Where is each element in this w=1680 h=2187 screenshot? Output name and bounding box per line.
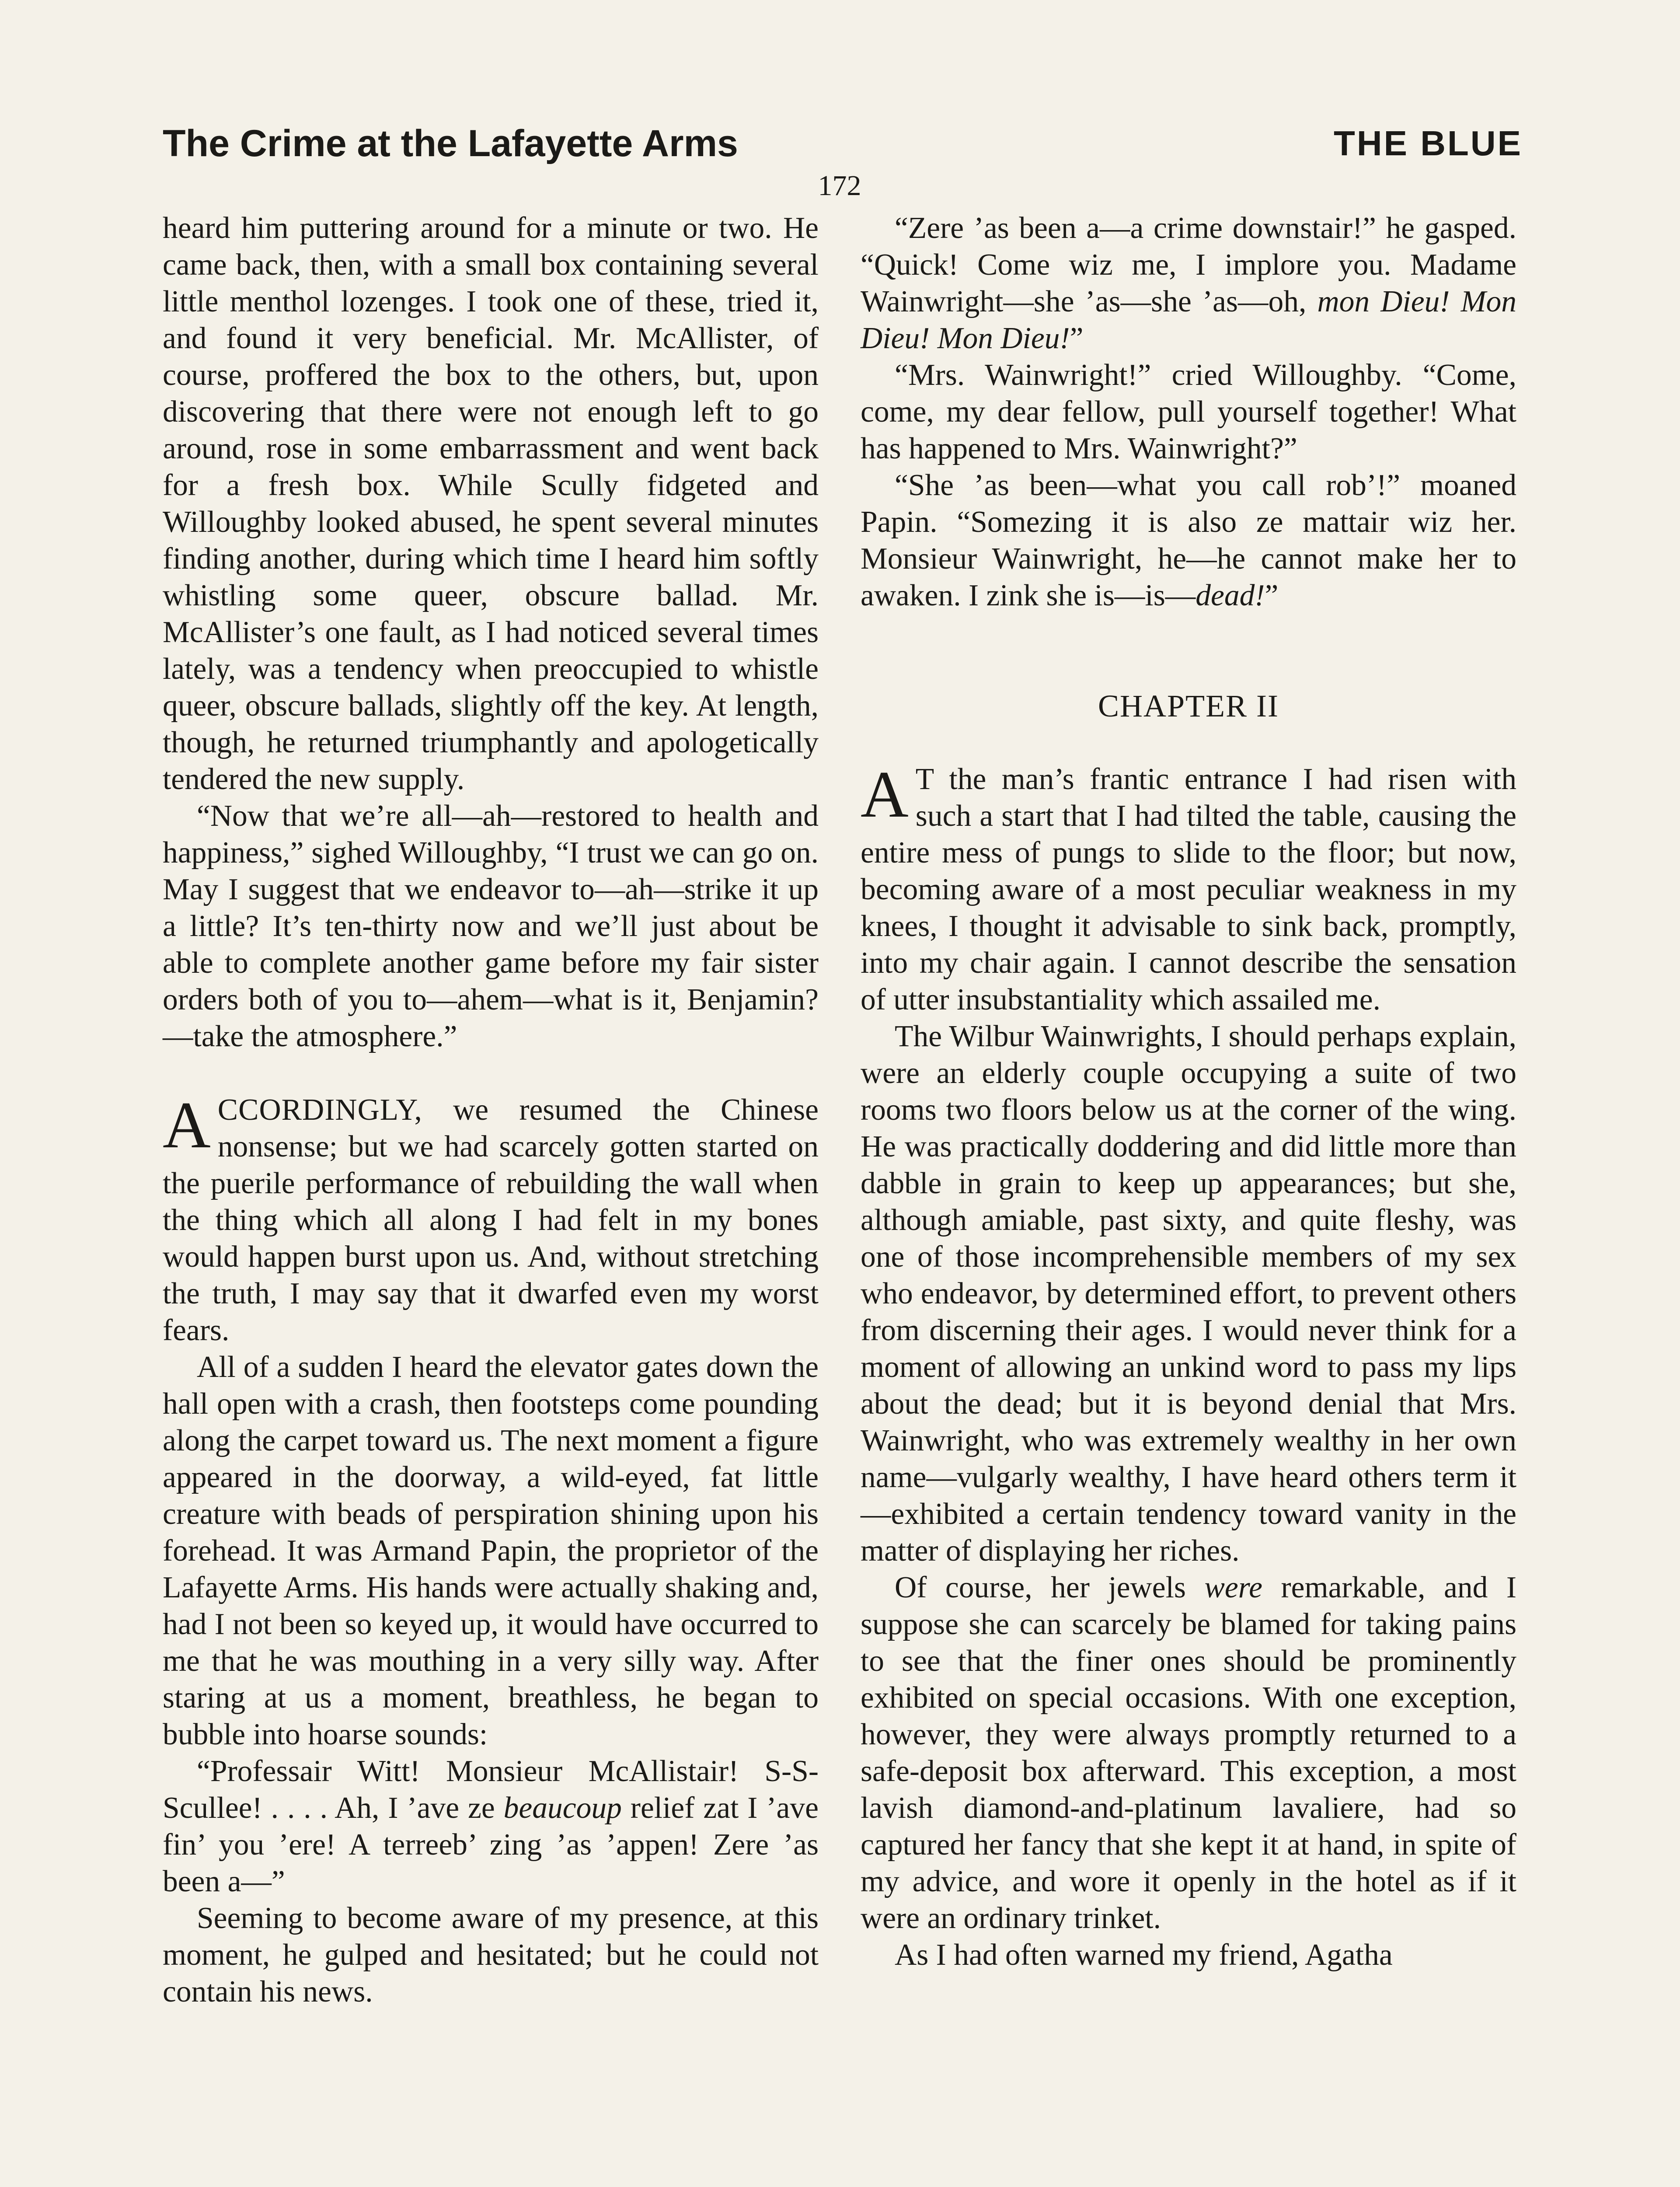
paragraph: The Wilbur Wainwrights, I should perhaps explain, were an elderly couple occupying a suite of two rooms two floors below us at the corner of the wing. He was practically doddering and did little more than dabble in grain to keep up appearances; but she, although amiable, past sixty, and quite fleshy, was one of those incomprehensible members of my sex who endeavor, by determined effort, to prevent others from discerning their ages. I would never think for a moment of allowing an unkind word to pass my lips about the dead; but it is beyond denial that Mrs. Wainwright, who was extremely wealthy in her own name—vulgarly wealthy, I have heard others term it—exhibited a certain tendency toward vanity in the matter of displaying her riches.: [861, 1020, 1516, 1568]
italic-text: dead!: [1196, 579, 1265, 612]
drop-cap: A: [861, 758, 909, 831]
paragraph-text: ”: [1265, 579, 1279, 612]
paragraph-text: we resumed the Chinese nonsense; but we had scarcely gotten started on the puerile performance of rebuilding the wall when the thing which all along I had felt in my bones would happen burst upon us. And, without stretching the truth, I may say that it dwarfed even my worst fears.: [163, 1093, 819, 1347]
paragraph-lead: CCORDINGLY,: [217, 1093, 422, 1127]
story-title: The Crime at the Lafayette Arms: [163, 122, 738, 164]
paragraph-text: “Professair Witt! Monsieur McAllistair! S-S-Scullee! . . . . Ah, I ’ave ze: [163, 1754, 819, 1825]
paragraph-text: “She ’as been—what you call rob’!” moaned Papin. “Somezing it is also ze mattair wiz her. Monsieur Wainwright, he—he cannot make her to awaken. I zink she is—is—: [861, 468, 1516, 612]
paragraph: “Now that we’re all—ah—restored to health and happiness,” sighed Willoughby, “I trust we can go on. May I suggest that we endeavor to—ah—strike it up a little? It’s ten-thirty now and we’ll just about be able to complete another game before my fair sister orders both of you to—ahem—what is it, Benjamin?—take the atmosphere.”: [163, 799, 819, 1053]
paragraph: Seeming to become aware of my presence, at this moment, he gulped and hesitated; but he could not contain his news.: [163, 1901, 819, 2009]
paragraph: “Mrs. Wainwright!” cried Willoughby. “Come, come, my dear fellow, pull yourself together! What has happened to Mrs. Wainwright?”: [861, 358, 1516, 465]
page-number: 172: [818, 170, 861, 202]
drop-cap: A: [163, 1088, 211, 1162]
italic-text: mon Dieu! Mon Dieu! Mon Dieu!: [861, 285, 1516, 355]
italic-text: beaucoup: [503, 1791, 622, 1825]
paragraph: All of a sudden I heard the elevator gates down the hall open with a crash, then footsteps come pounding along the carpet toward us. The next moment a figure appeared in the doorway, a wild-eyed, fat little creature with beads of perspiration shining upon his forehead. It was Armand Papin, the proprietor of the Lafayette Arms. His hands were actually shaking and, had I not been so keyed up, it would have occurred to me that he was mouthing in a very silly way. After staring at us a moment, breathless, he began to bubble into hoarse sounds:: [163, 1350, 819, 1751]
paragraph: [163, 1753, 819, 1900]
paragraph-text: Of course, her jewels: [895, 1571, 1205, 1604]
paragraph: As I had often warned my friend, Agatha: [895, 1938, 1393, 1972]
paragraph: [861, 1569, 1516, 1937]
italic-text: were: [1204, 1571, 1263, 1604]
paragraph-text: ”: [1070, 321, 1084, 355]
paragraph-text: “Zere ’as been a—a crime downstair!” he gasped. “Quick! Come wiz me, I implore you. Madame Wainwright—she ’as—she ’as—oh,: [861, 211, 1516, 318]
paragraph: [861, 467, 1516, 614]
paragraph-dropcap: [163, 1088, 819, 1349]
paragraph-text: relief zat I ’ave fin’ you ’ere! A terreeb’ zing ’as ’appen! Zere ’as been a—”: [163, 1791, 819, 1898]
right-column: [861, 210, 1516, 1974]
paragraph: [861, 210, 1516, 357]
paragraph-dropcap: [861, 758, 1516, 1018]
left-column: [163, 210, 819, 2010]
paragraph-text: T the man’s frantic entrance I had risen with such a start that I had tilted the table, causing the entire mess of pungs to slide to the floor; but now, becoming aware of a most peculiar weakness in my knees, I thought it advisable to sink back, promptly, into my chair again. I cannot describe the sensation of utter insubstantiality which assailed me.: [861, 762, 1516, 1017]
paragraph: heard him puttering around for a minute or two. He came back, then, with a small box containing several little menthol lozenges. I took one of these, tried it, and found it very beneficial. Mr. McAllister, of course, proffered the box to the others, but, upon discovering that there were not enough left to go around, rose in some embarrassment and went back for a fresh box. While Scully fidgeted and Willoughby looked abused, he spent several minutes finding another, during which time I heard him softly whistling some queer, obscure ballad. Mr. McAllister’s one fault, as I had noticed several times lately, was a tendency when preoccupied to whistle queer, obscure ballads, slightly off the key. At length, though, he returned triumphantly and apologetically tendered the new supply.: [163, 211, 819, 796]
chapter-heading: CHAPTER II: [1098, 688, 1279, 723]
paragraph-text: remarkable, and I suppose she can scarcely be blamed for taking pains to see that the finer ones should be prominently exhibited on special occasions. With one exception, however, they were always promptly returned to a safe-deposit box afterward. This exception, a most lavish diamond-and-platinum lavaliere, had so captured her fancy that she kept it at hand, in spite of my advice, and wore it openly in the hotel as if it were an ordinary trinket.: [861, 1571, 1516, 1935]
magazine-name: THE BLUE: [1334, 124, 1523, 163]
